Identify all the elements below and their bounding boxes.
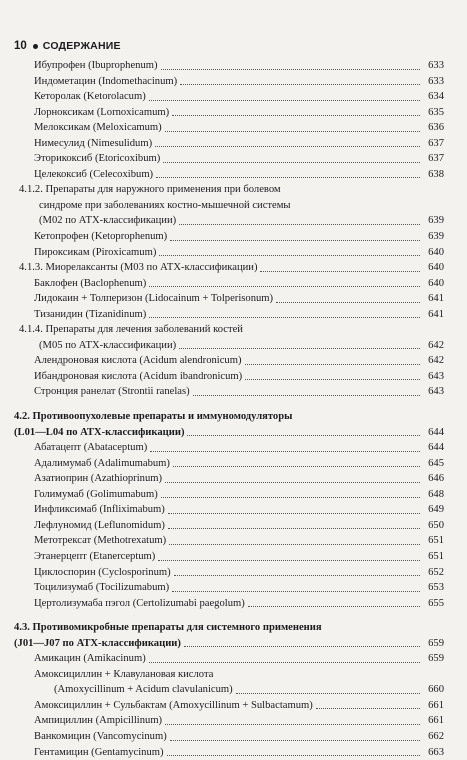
toc-entry-title: Голимумаб (Golimumabum) [34,488,158,500]
toc-entry[interactable] [14,353,444,369]
toc-entry[interactable] [14,291,444,307]
toc-entry-page: 661 [428,715,444,727]
toc-entry-page: 640 [428,246,444,258]
toc-entry-page: 645 [428,457,444,469]
toc-entry-page: 636 [428,122,444,134]
dot-leader [169,544,420,545]
toc-entry-page: 635 [428,106,444,118]
toc-entry-title: Эторикоксиб (Etoricoxibum) [34,153,161,165]
header-title: СОДЕРЖАНИЕ [42,40,121,52]
toc-block-myorelaxants [14,276,444,323]
dot-leader [156,177,420,178]
toc-entry-title: Мелоксикам (Meloxicamum) [34,122,162,134]
toc-entry-title: Метотрексат (Methotrexatum) [34,535,167,547]
toc-block-immunomodulators [14,440,444,611]
dot-leader [165,482,420,483]
dot-leader [174,575,420,576]
toc-entry[interactable] [14,713,444,729]
toc-entry[interactable] [14,596,444,612]
toc-entry-page: 638 [428,168,444,180]
toc-entry-title: Ибандроновая кислота (Acidum ibandronicum) [34,370,243,382]
dot-leader [260,271,420,272]
toc-section-4-3-end[interactable]: (J01—J07 по АТХ-классификации) 659 [14,637,444,649]
toc-entry-title: Кетопрофен (Ketoprophenum) [34,231,168,243]
toc-entry[interactable] [14,533,444,549]
toc-entry[interactable] [14,276,444,292]
toc-entry[interactable] [14,229,444,245]
dot-leader [165,131,420,132]
toc-entry-title: Азатиоприн (Azathioprinum) [34,473,163,485]
toc-entry[interactable] [14,518,444,534]
toc-entry-title: Нимесулид (Nimesulidum) [34,137,153,149]
toc-entry[interactable] [14,384,444,400]
toc-entry-page: 661 [428,699,444,711]
toc-entry[interactable] [14,440,444,456]
toc-entry[interactable] [14,120,444,136]
dot-leader [170,240,420,241]
toc-entry-title: Целекоксиб (Celecoxibum) [34,168,154,180]
toc-entry[interactable] [14,89,444,105]
table-of-contents [14,58,444,760]
dot-leader [149,100,420,101]
toc-entry-title: Пироксикам (Piroxicamum) [34,246,157,258]
dot-leader [167,755,420,756]
toc-subsection-4-1-2-cont: синдроме при заболеваниях костно-мышечной системы [39,199,291,211]
dot-leader [155,146,420,147]
toc-entry-title: Амикацин (Amikacinum) [34,653,146,665]
toc-entry[interactable] [14,651,444,667]
toc-entry-page: 662 [428,730,444,742]
toc-entry-page: 646 [428,473,444,485]
toc-entry[interactable] [14,245,444,261]
toc-entry-page: 652 [428,566,444,578]
toc-entry[interactable] [14,369,444,385]
toc-entry-title: Этанерцепт (Etanerceptum) [34,550,156,562]
toc-entry-title: Абатацепт (Abataceptum) [34,442,148,454]
toc-entry-page: 637 [428,153,444,165]
dot-leader [173,466,420,467]
dot-leader [161,497,420,498]
dot-leader [248,606,420,607]
toc-entry-page: 640 [428,277,444,289]
toc-entry[interactable] [14,729,444,745]
toc-subsection-4-1-4[interactable]: 4.1.4. Препараты для лечения заболеваний костей [19,324,243,336]
page-header [14,37,453,55]
dot-leader [150,451,420,452]
toc-entry[interactable] [14,487,444,503]
toc-entry-title: Амоксициллин + Сульбактам (Amoxycillinum + Sulbactamum) [34,699,313,711]
toc-block-antimicrobials [14,651,444,667]
dot-leader [149,662,420,663]
dot-leader [245,364,421,365]
toc-entry[interactable] [14,565,444,581]
toc-subsection-4-1-4-end[interactable]: (M05 по АТХ-классификации) 642 [39,339,444,351]
dot-leader [180,84,420,85]
toc-entry-page: 659 [428,653,444,665]
toc-entry-title: Баклофен (Baclophenum) [34,277,147,289]
bullet-icon [33,44,38,49]
toc-entry-page: 663 [428,746,444,758]
toc-entry[interactable] [14,471,444,487]
toc-entry-title: Лорноксикам (Lornoxicamum) [34,106,170,118]
toc-entry[interactable] [14,456,444,472]
toc-entry-page: 641 [428,308,444,320]
toc-entry-page: 648 [428,488,444,500]
toc-entry-title: Алендроновая кислота (Acidum alendronicum) [34,355,242,367]
toc-entry-title: Циклоспорин (Cyclosporinum) [34,566,171,578]
toc-entry-page: 633 [428,75,444,87]
toc-section-4-2[interactable]: 4.2. Противоопухолевые препараты и иммуномодуляторы [14,411,293,423]
dot-leader [168,513,420,514]
toc-block-bone [14,353,444,400]
page-number: 10 [14,40,27,52]
toc-subsection-4-1-2-end[interactable]: (M02 по АТХ-классификации) 639 [39,215,444,227]
dot-leader [149,317,420,318]
toc-entry-title: Стронция ранелат (Strontii ranelas) [34,386,190,398]
toc-entry-title: Ибупрофен (Ibuprophenum) [34,60,158,71]
toc-entry-page: 650 [428,519,444,531]
toc-entry-page: 644 [428,442,444,454]
toc-entry-amoxiclav-end[interactable]: (Amoxycillinum + Acidum clavulanicum) 660 [54,684,444,696]
dot-leader [163,162,420,163]
toc-entry[interactable] [14,151,444,167]
toc-block-topical [14,229,444,260]
toc-entry[interactable] [14,105,444,121]
dot-leader [165,724,420,725]
dot-leader [236,693,420,694]
dot-leader [187,435,420,436]
toc-entry-page: 633 [428,60,444,71]
toc-entry-page: 643 [428,386,444,398]
dot-leader [179,224,420,225]
toc-entry-title: Тоцилизумаб (Tocilizumabum) [34,582,170,594]
dot-leader [193,395,420,396]
dot-leader [184,646,420,647]
dot-leader [245,379,420,380]
toc-block-antimicrobials-2 [14,698,444,760]
toc-entry-title: Ванкомицин (Vancomycinum) [34,730,167,742]
dot-leader [172,591,420,592]
toc-section-4-3[interactable]: 4.3. Противомикробные препараты для системного применения [14,622,322,634]
toc-entry-page: 637 [428,137,444,149]
toc-entry-title: Ампициллин (Ampicillinum) [34,715,163,727]
toc-entry[interactable] [14,745,444,760]
toc-entry[interactable] [14,549,444,565]
toc-entry[interactable] [14,74,444,90]
toc-entry-page: 643 [428,370,444,382]
toc-entry-title: Лидокаин + Толперизон (Lidocainum + Tolperisonum) [34,293,274,305]
toc-entry[interactable] [14,580,444,596]
toc-entry[interactable] [14,307,444,323]
toc-entry-title: Гентамицин (Gentamycinum) [34,746,164,758]
toc-entry-title: Лефлуномид (Leflunomidum) [34,519,165,531]
toc-entry-page: 651 [428,535,444,547]
toc-entry-title: Инфликсимаб (Infliximabum) [34,504,165,516]
toc-entry-page: 641 [428,293,444,305]
toc-entry-title: Тизанидин (Tizanidinum) [34,308,147,320]
dot-leader [161,69,420,70]
toc-entry-amoxiclav[interactable]: Амоксициллин + Клавулановая кислота [34,668,214,680]
toc-entry-page: 649 [428,504,444,516]
dot-leader [172,115,420,116]
toc-entry-title: Индометацин (Indomethacinum) [34,75,178,87]
toc-entry-title: Адалимумаб (Adalimumabum) [34,457,170,469]
toc-entry[interactable] [14,167,444,183]
toc-entry-page: 655 [428,597,444,609]
toc-block-nsaids [14,58,444,182]
dot-leader [158,560,420,561]
toc-entry-page: 642 [428,355,444,367]
toc-entry-page: 634 [428,91,444,103]
dot-leader [316,708,420,709]
toc-entry-page: 639 [428,231,444,243]
toc-entry[interactable] [14,136,444,152]
toc-subsection-4-1-3[interactable]: 4.1.3. Миорелаксанты (M03 по АТХ-классификации) 640 [19,262,444,274]
toc-entry-title: Кеторолак (Ketorolacum) [34,91,146,103]
toc-entry-page: 653 [428,582,444,594]
toc-subsection-4-1-2[interactable]: 4.1.2. Препараты для наружного применения при болевом [19,184,281,196]
dot-leader [168,528,420,529]
dot-leader [170,740,420,741]
toc-section-4-2-end[interactable]: (L01—L04 по АТХ-классификации) 644 [14,426,444,438]
dot-leader [149,286,420,287]
toc-entry[interactable] [14,502,444,518]
toc-entry-title: Цертолизумаба пэгол (Certolizumabi paegolum) [34,597,245,609]
toc-entry[interactable] [14,698,444,714]
dot-leader [179,348,420,349]
dot-leader [159,255,420,256]
dot-leader [276,302,420,303]
toc-entry[interactable] [14,58,444,74]
toc-entry-page: 651 [428,550,444,562]
